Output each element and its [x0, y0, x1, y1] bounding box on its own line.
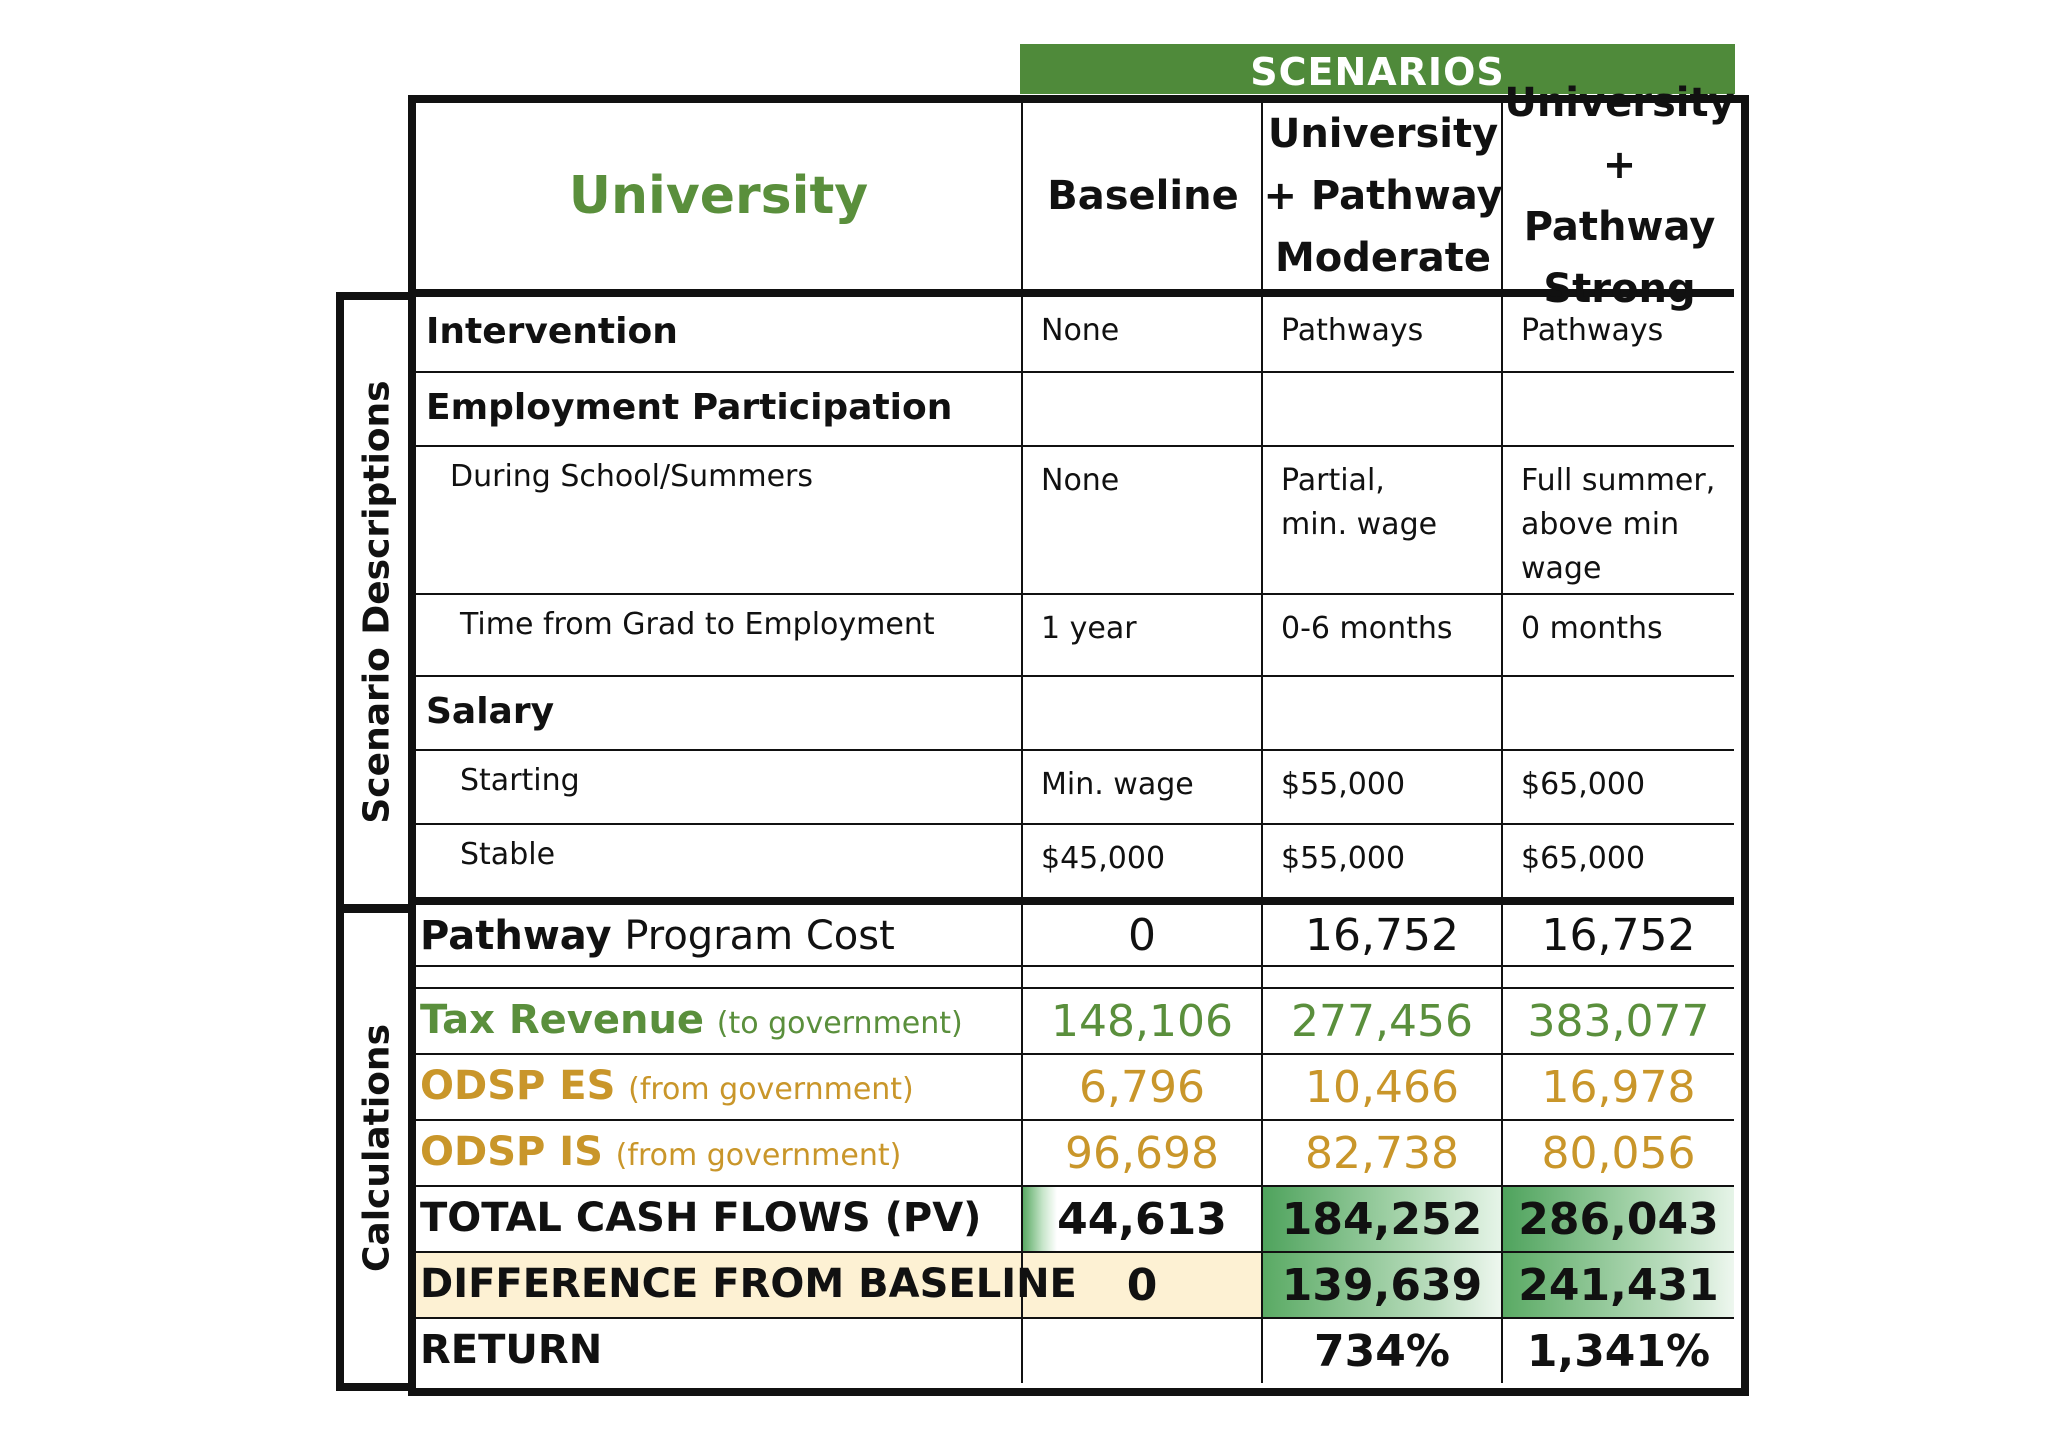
table-cell: 0	[1021, 1253, 1261, 1317]
table-cell	[1261, 967, 1501, 987]
table-cell: 241,431	[1501, 1253, 1734, 1317]
scenario-header-moderate: University + Pathway Moderate	[1261, 103, 1503, 289]
table-cell: 16,752	[1261, 905, 1501, 965]
row-label: TOTAL CASH FLOWS (PV)	[420, 1195, 982, 1241]
row-label: ODSP ES (from government)	[420, 1063, 914, 1109]
table-row	[416, 1187, 1734, 1253]
table-cell: 16,752	[1501, 905, 1734, 965]
table-cell: Pathways	[1501, 297, 1734, 371]
row-label: Employment Participation	[426, 387, 953, 428]
table-cell: 734%	[1261, 1319, 1501, 1383]
scenarios-banner: SCENARIOS	[1020, 44, 1735, 94]
table-cell: 383,077	[1501, 989, 1734, 1053]
table-row	[416, 447, 1734, 595]
table-cell	[1021, 967, 1261, 987]
table-row	[416, 1319, 1734, 1383]
table-row	[416, 1121, 1734, 1187]
table-cell: 286,043	[1501, 1187, 1734, 1251]
table-cell: 0 months	[1501, 595, 1734, 675]
table-cell: Min. wage	[1021, 751, 1261, 823]
table-row	[416, 595, 1734, 677]
table-cell	[1501, 967, 1734, 987]
row-label: Tax Revenue (to government)	[420, 997, 963, 1043]
row-label: Time from Grad to Employment	[460, 607, 935, 642]
row-label: ODSP IS (from government)	[420, 1129, 902, 1175]
table-cell: 184,252	[1261, 1187, 1501, 1251]
table-row-spacer	[416, 967, 1734, 989]
table-cell: $55,000	[1261, 825, 1501, 897]
row-label: During School/Summers	[450, 459, 814, 494]
row-label: Intervention	[426, 311, 678, 352]
table-row	[416, 751, 1734, 825]
row-label: Starting	[460, 763, 580, 798]
table-cell: 6,796	[1021, 1055, 1261, 1119]
table-cell: 1,341%	[1501, 1319, 1734, 1383]
table-cell: $65,000	[1501, 825, 1734, 897]
side-label-descriptions: Scenario Descriptions	[336, 292, 409, 912]
table-row	[416, 297, 1734, 373]
table-cell: 148,106	[1021, 989, 1261, 1053]
table-cell: 96,698	[1021, 1121, 1261, 1185]
table-header	[416, 80, 1735, 312]
table-cell: 0	[1021, 905, 1261, 965]
table-row	[416, 373, 1734, 447]
table-cell: 16,978	[1501, 1055, 1734, 1119]
table-cell: Full summer, above min wage	[1501, 447, 1734, 593]
table-cell: None	[1021, 297, 1261, 371]
table-cell: 139,639	[1261, 1253, 1501, 1317]
table-cell: 80,056	[1501, 1121, 1734, 1185]
table-cell: 1 year	[1021, 595, 1261, 675]
table-cell: 0-6 months	[1261, 595, 1501, 675]
table-title: University	[568, 166, 869, 226]
table-row	[416, 1253, 1734, 1319]
table-cell	[1021, 373, 1261, 445]
table-row	[416, 989, 1734, 1055]
scenario-header-baseline: Baseline	[1021, 103, 1263, 289]
table-cell: 10,466	[1261, 1055, 1501, 1119]
table-cell: 44,613	[1021, 1187, 1261, 1251]
table-cell: Partial, min. wage	[1261, 447, 1501, 593]
scenario-header-strong: University + Pathway Strong	[1501, 103, 1736, 289]
table-cell: 82,738	[1261, 1121, 1501, 1185]
table-cell: $45,000	[1021, 825, 1261, 897]
table-cell	[1501, 677, 1734, 749]
table-cell: $65,000	[1501, 751, 1734, 823]
table-cell: None	[1021, 447, 1261, 593]
row-label: Stable	[460, 837, 556, 872]
row-label: RETURN	[420, 1327, 603, 1373]
table-row	[416, 897, 1734, 967]
table-cell	[1261, 677, 1501, 749]
table-row	[416, 1055, 1734, 1121]
table-cell: $55,000	[1261, 751, 1501, 823]
table-row	[416, 677, 1734, 751]
table-cell	[1021, 677, 1261, 749]
table-cell: Pathways	[1261, 297, 1501, 371]
row-label: DIFFERENCE FROM BASELINE	[420, 1261, 1077, 1307]
row-label: Pathway Program Cost	[420, 913, 895, 959]
table-cell	[1501, 373, 1734, 445]
table-cell	[1261, 373, 1501, 445]
table-cell: 277,456	[1261, 989, 1501, 1053]
table-cell	[1021, 1319, 1261, 1383]
row-label: Salary	[426, 691, 555, 732]
table-row	[416, 825, 1734, 897]
side-label-calculations: Calculations	[336, 905, 409, 1391]
